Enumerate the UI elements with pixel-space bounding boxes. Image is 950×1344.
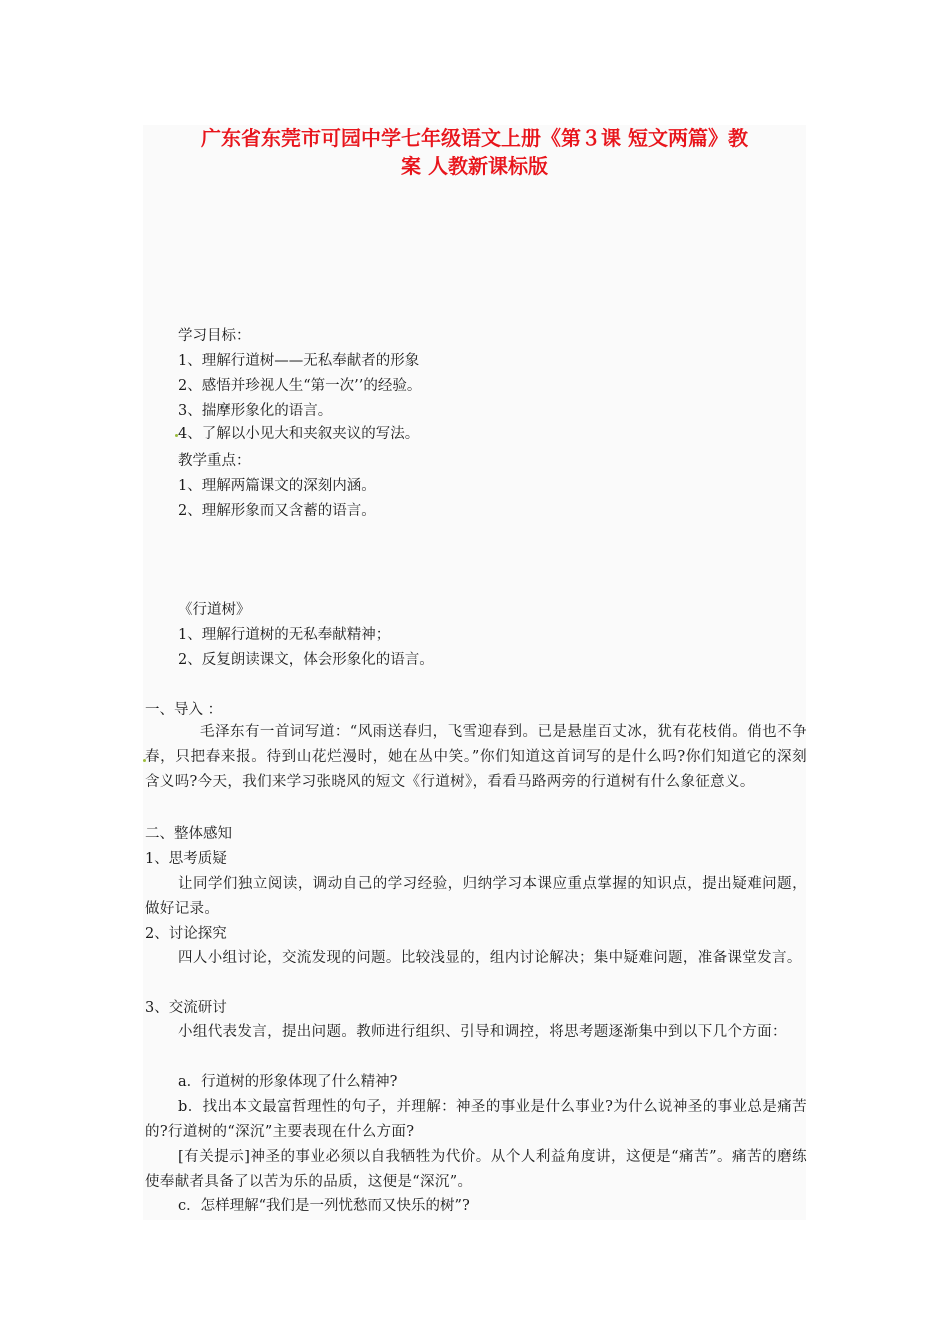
document-title-line-2: 案 人教新课标版 bbox=[401, 154, 548, 178]
step1-paragraph: 让同学们独立阅读，调动自己的学习经验，归纳学习本课应重点掌握的知识点，提出疑难问题，做好记录。 bbox=[145, 876, 807, 917]
focus-heading: 教学重点： bbox=[178, 453, 251, 469]
lesson-item-2: 2、反复朗读课文，体会形象化的语言。 bbox=[178, 652, 434, 668]
hint-paragraph: [有关提示]神圣的事业必须以自我牺牲为代价。从个人利益角度讲，这便是“痛苦”。痛苦的磨练使奉献者具备了以苦为乐的品质，这便是“深沉”。 bbox=[145, 1149, 807, 1190]
step3-heading: 3、交流研讨 bbox=[145, 1000, 227, 1016]
lesson-item-1: 1、理解行道树的无私奉献精神； bbox=[178, 627, 391, 643]
page-content-area bbox=[143, 125, 806, 1220]
step1-heading: 1、思考质疑 bbox=[145, 851, 227, 867]
step3-paragraph: 小组代表发言，提出问题。教师进行组织、引导和调控，将思考题逐渐集中到以下几个方面： bbox=[178, 1024, 787, 1040]
step2-paragraph: 四人小组讨论，交流发现的问题。比较浅显的，组内讨论解决；集中疑难问题，准备课堂发言。 bbox=[178, 950, 802, 966]
lesson-heading: 《行道树》 bbox=[178, 602, 251, 618]
overall-heading: 二、整体感知 bbox=[145, 826, 232, 842]
intro-heading: 一、导入 ： bbox=[145, 702, 223, 718]
goals-heading: 学习目标： bbox=[178, 328, 251, 344]
question-b: b．找出本文最富哲理性的句子，并理解：神圣的事业是什么事业?为什么说神圣的事业总是痛苦的?行道树的“深沉”主要表现在什么方面? bbox=[145, 1099, 807, 1140]
focus-item-1: 1、理解两篇课文的深刻内涵。 bbox=[178, 478, 376, 494]
goal-item-2: 2、感悟并珍视人生“第一次’’的经验。 bbox=[178, 378, 422, 394]
step2-heading: 2、讨论探究 bbox=[145, 926, 227, 942]
document-title-line-1: 广东省东莞市可园中学七年级语文上册《第３课 短文两篇》教 bbox=[201, 126, 748, 150]
goal-item-4: 4、了解以小见大和夹叙夹议的写法。 bbox=[178, 426, 420, 442]
goal-item-1: 1、理解行道树——无私奉献者的形象 bbox=[178, 353, 420, 369]
focus-item-2: 2、理解形象而又含蓄的语言。 bbox=[178, 503, 376, 519]
intro-paragraph: 毛泽东有一首词写道：“风雨送春归，飞雪迎春到。已是悬崖百丈冰，犹有花枝俏。俏也不争春，只把春来报。待到山花烂漫时，她在丛中笑。”你们知道这首词写的是什么吗?你们知道它的深刻含义吗?今天，我们来学习张晓风的短文《行道树》，看看马路两旁的行道树有什么象征意义。 bbox=[145, 724, 807, 790]
goal-item-3: 3、揣摩形象化的语言。 bbox=[178, 403, 333, 419]
question-a: a．行道树的形象体现了什么精神? bbox=[178, 1074, 398, 1090]
question-c: c．怎样理解“我们是一列忧愁而又快乐的树”? bbox=[178, 1198, 470, 1214]
